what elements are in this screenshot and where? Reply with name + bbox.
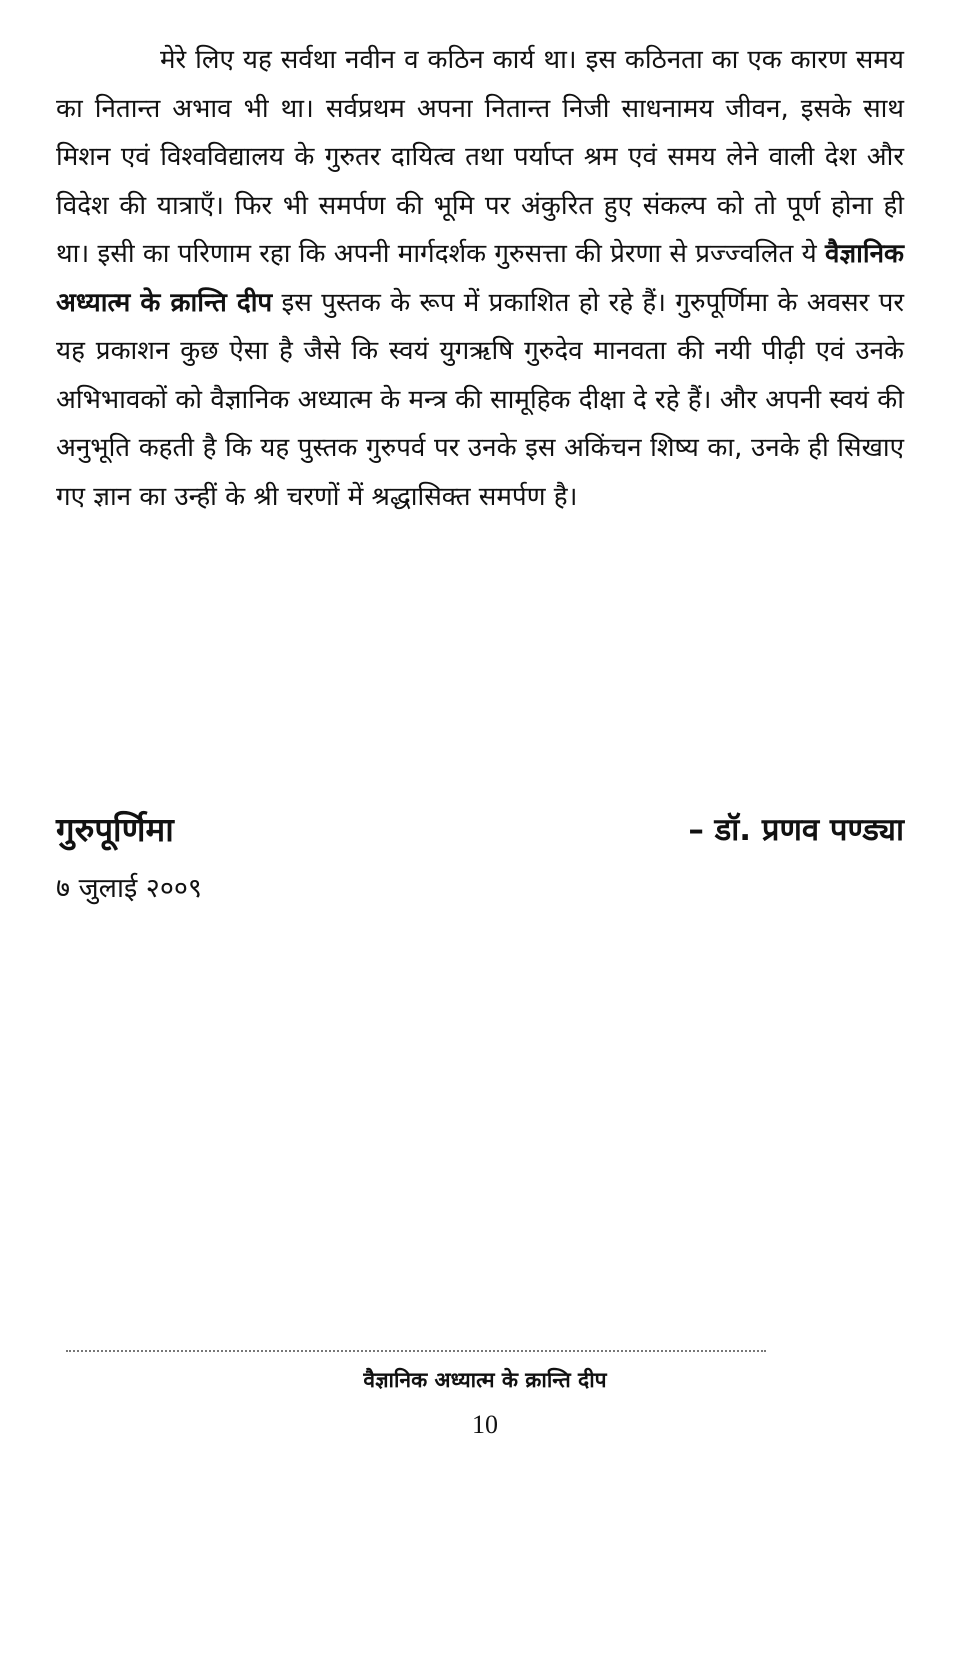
author-signature: – डॉ. प्रणव पण्ड्या [688, 812, 904, 848]
page-number: 10 [472, 1410, 498, 1439]
paragraph-text-start: मेरे लिए यह सर्वथा नवीन व कठिन कार्य था। इस कठिनता का एक कारण समय का नितान्त अभाव भी था। सर्वप्रथम अपना नितान्त निजी साधनामय जीवन, इसके साथ मिशन एवं विश्वविद्यालय के गुरुतर दायित्व तथा पर्याप्त श्रम एवं समय लेने वाली देश और विदेश की यात्राएँ। फिर भी समर्पण की भूमि पर अंकुरित हुए संकल्प को तो पूर्ण होना ही था। इसी का परिणाम रहा कि अपनी मार्गदर्शक गुरुसत्ता की प्रेरणा से प्रज्ज्वलित ये [56, 45, 904, 269]
footer-divider [66, 1350, 766, 1352]
date-label: ७ जुलाई २००९ [56, 873, 202, 904]
occasion-label: गुरुपूर्णिमा [56, 810, 174, 849]
body-paragraph [56, 36, 904, 521]
book-title-emphasis: वैज्ञानिक अध्यात्म के क्रान्ति दीप [56, 239, 904, 318]
paragraph-text-end: इस पुस्तक के रूप में प्रकाशित हो रहे हैं। गुरुपूर्णिमा के अवसर पर यह प्रकाशन कुछ ऐसा है जैसे कि स्वयं युगऋषि गुरुदेव मानवता की नयी पीढ़ी एवं उनके अभिभावकों को वैज्ञानिक अध्यात्म के मन्त्र की सामूहिक दीक्षा दे रहे हैं। और अपनी स्वयं की अनुभूति कहती है कि यह पुस्तक गुरुपर्व पर उनके इस अकिंचन शिष्य का, उनके ही सिखाए गए ज्ञान का उन्हीं के श्री चरणों में श्रद्धासिक्त समर्पण है। [56, 287, 904, 512]
footer-book-title: वैज्ञानिक अध्यात्म के क्रान्ति दीप [363, 1368, 607, 1392]
